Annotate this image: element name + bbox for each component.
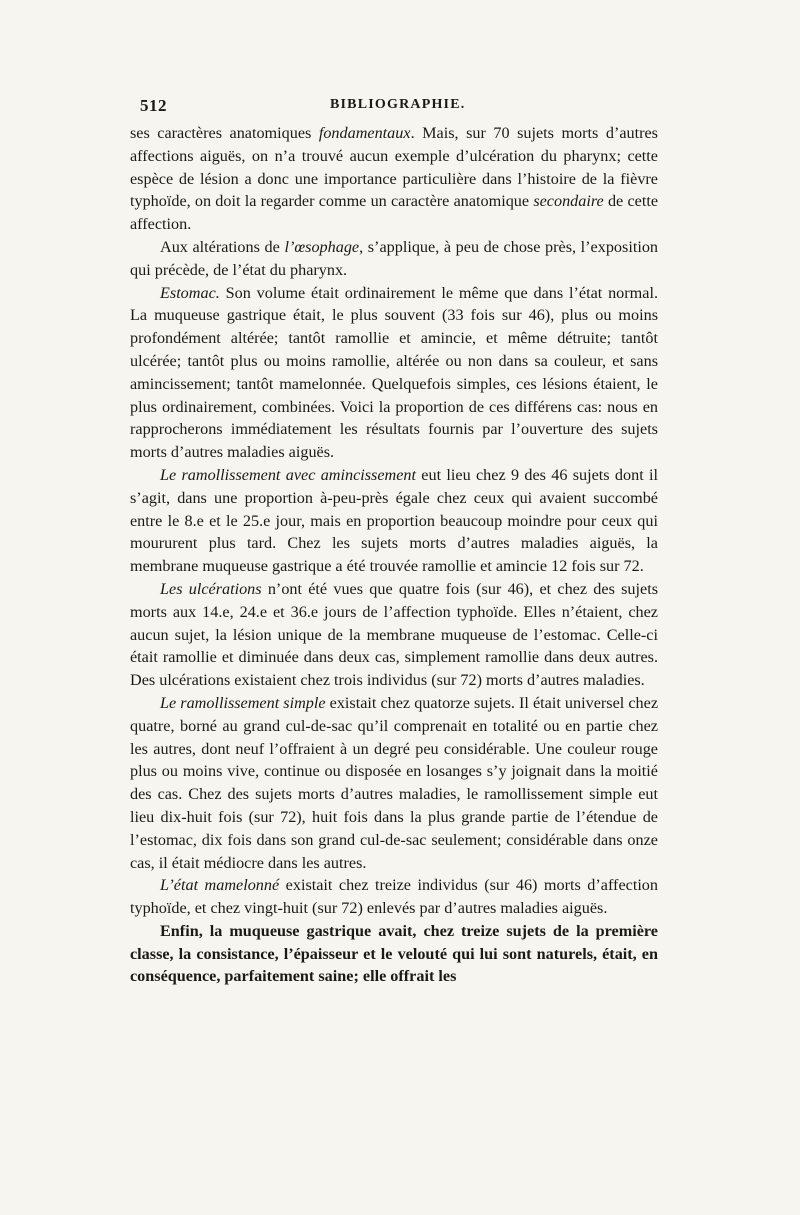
page-header — [130, 96, 658, 122]
text-run: Enfin, la muqueuse gastrique avait, chez treize sujets de la première classe, la consistance, l’épaisseur et le velouté qui lui sont naturels, était, en conséquence, parfaitement saine; elle offrait les — [130, 921, 658, 986]
text-run: n’ont été vues que quatre fois (sur 46), et chez des sujets morts aux 14.e, 24.e et 36.e jours de l’affection typhoïde. Elles n’étaient, chez aucun sujet, la lésion unique de la membrane muqueuse de l’estomac. Celle-ci était ramollie et diminuée dans deux cas, simplement ramollie dans deux autres. Des ulcérations existaient chez trois individus (sur 72) morts d’autres maladies. — [130, 579, 658, 690]
page-number: 512 — [140, 96, 167, 115]
paragraph — [130, 578, 658, 692]
paragraph — [130, 282, 658, 464]
italic-run: Les ulcérations — [160, 579, 262, 598]
paragraph — [130, 236, 658, 282]
text-run: Son volume était ordinairement le même que dans l’état normal. La muqueuse gastrique était, le plus souvent (33 fois sur 46), plus ou moins profondément altérée; tantôt ramollie et amincie, et même détruite; tantôt ulcérée; tantôt plus ou moins ramollie, altérée ou non dans sa couleur, et sans amincissement; tantôt mamelonnée. Quelquefois simples, ces lésions étaient, le plus ordinairement, combinées. Voici la proportion de ces différens cas: nous en rapprocherons immédiatement les résultats fournis par l’ouverture des sujets morts d’autres maladies aiguës. — [130, 283, 658, 462]
paragraph — [130, 692, 658, 874]
body-text — [130, 122, 658, 988]
italic-run: Estomac. — [160, 283, 220, 302]
paragraph — [130, 122, 658, 236]
italic-run: L’état mamelonné — [160, 876, 280, 895]
italic-run: fondamentaux — [318, 124, 411, 142]
italic-run: Le ramollissement avec amincissement — [160, 465, 416, 484]
italic-run: l’œsophage — [284, 237, 360, 256]
text-run: Aux altérations de — [160, 237, 285, 256]
paragraph — [130, 874, 658, 920]
text-run: existait chez quatorze sujets. Il était universel chez quatre, borné au grand cul-de-sac qu’il comprenait en totalité ou en partie chez les autres, dont neuf l’offraient à un degré peu considérable. Une couleur rouge plus ou moins vive, continue ou disposée en losanges s’y joignait dans la moitié des cas. Chez des sujets morts d’autres maladies, le ramollissement simple eut lieu dix-huit fois (sur 72), huit fois dans la plus grande partie de l’étendue de l’estomac, dix fois dans son grand cul-de-sac seulement; considérable dans onze cas, il était médiocre dans les autres. — [130, 693, 658, 872]
text-run: , s’applique, à peu de chose près, l’exposition qui précède, de l’état du pharynx. — [130, 237, 659, 279]
paragraph — [130, 920, 658, 988]
text-run: de cette affection. — [130, 192, 659, 234]
running-title: BIBLIOGRAPHIE. — [330, 97, 466, 112]
book-page — [130, 96, 658, 988]
text-run: existait chez treize individus (sur 46) morts d’affection typhoïde, et chez vingt-huit (sur 72) enlevés par d’autres maladies aiguës. — [130, 876, 658, 918]
italic-run: secondaire — [533, 192, 604, 211]
text-run: eut lieu chez 9 des 46 sujets dont il s’agit, dans une proportion à-peu-près égale chez ceux qui avaient succombé entre le 8.e et le 25.e jour, mais en proportion beaucoup moindre pour ceux qui moururent plus tard. Chez les sujets morts d’autres maladies aiguës, la membrane muqueuse gastrique a été trouvée ramollie et amincie 12 fois sur 72. — [130, 465, 659, 576]
paragraph — [130, 464, 658, 578]
italic-run: Le ramollissement simple — [160, 693, 326, 712]
text-run: . Mais, sur 70 sujets morts d’autres affections aiguës, on n’a trouvé aucun exemple d’ulcération du pharynx; cette espèce de lésion a donc une importance particulière dans l’histoire de la fièvre typhoïde, on doit la regarder comme un caractère anatomique — [130, 124, 658, 211]
text-run: ses caractères anatomiques — [130, 124, 319, 142]
